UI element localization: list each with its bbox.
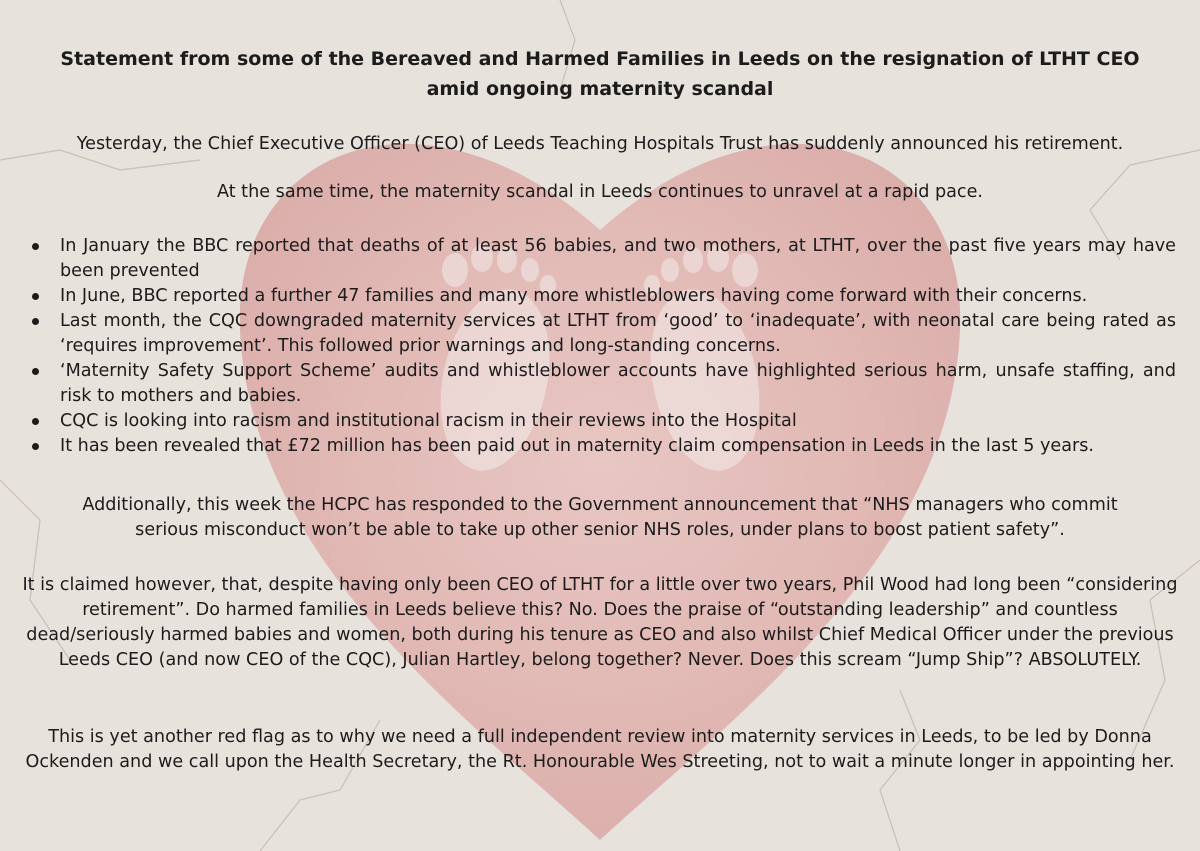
- bullet-item: It has been revealed that £72 million has been paid out in maternity claim compensation in Leeds in the last 5 years.: [30, 434, 1176, 459]
- claim-paragraph: It is claimed however, that, despite having only been CEO of LTHT for a little over two years, Phil Wood had long been “considering retirement”. Do harmed families in Leeds believe this? No. Does the praise of “outstanding leadership” and countless dead/seriously harmed babies and women, both during his tenure as CEO and also whilst Chief Medical Officer under the previous Leeds CEO (and now CEO of the CQC), Julian Hartley, belong together? Never. Does this scream “Jump Ship”? ABSOLUTELY.: [22, 575, 1178, 670]
- bullet-item: ‘Maternity Safety Support Scheme’ audits and whistleblower accounts have highlighted serious harm, unsafe staffing, and risk to mothers and babies.: [30, 359, 1176, 409]
- closing-paragraph: This is yet another red flag as to why we need a full independent review into maternity services in Leeds, to be led by Donna Ockenden and we call upon the Health Secretary, the Rt. Honourable Wes Streeting, not to wait a minute longer in appointing her.: [25, 727, 1175, 772]
- bullet-item: CQC is looking into racism and institutional racism in their reviews into the Hospital: [30, 409, 1176, 434]
- bullet-item: In June, BBC reported a further 47 families and many more whistleblowers having come forward with their concerns.: [30, 284, 1176, 309]
- facts-bullet-list: [30, 234, 1176, 459]
- statement-title: Statement from some of the Bereaved and Harmed Families in Leeds on the resignation of LTHT CEO amid ongoing maternity scandal: [60, 48, 1140, 100]
- intro-paragraph: Yesterday, the Chief Executive Officer (CEO) of Leeds Teaching Hospitals Trust has suddenly announced his retirement.: [76, 134, 1124, 154]
- bullet-item: In January the BBC reported that deaths of at least 56 babies, and two mothers, at LTHT, over the past five years may have been prevented: [30, 234, 1176, 284]
- bullet-item: Last month, the CQC downgraded maternity services at LTHT from ‘good’ to ‘inadequate’, with neonatal care being rated as ‘requires improvement’. This followed prior warnings and long-standing concerns.: [30, 309, 1176, 359]
- hcpc-paragraph: Additionally, this week the HCPC has responded to the Government announcement that “NHS managers who commit serious misconduct won’t be able to take up other senior NHS roles, under plans to boost patient safety”.: [82, 495, 1118, 540]
- context-paragraph: At the same time, the maternity scandal in Leeds continues to unravel at a rapid pace.: [216, 182, 984, 202]
